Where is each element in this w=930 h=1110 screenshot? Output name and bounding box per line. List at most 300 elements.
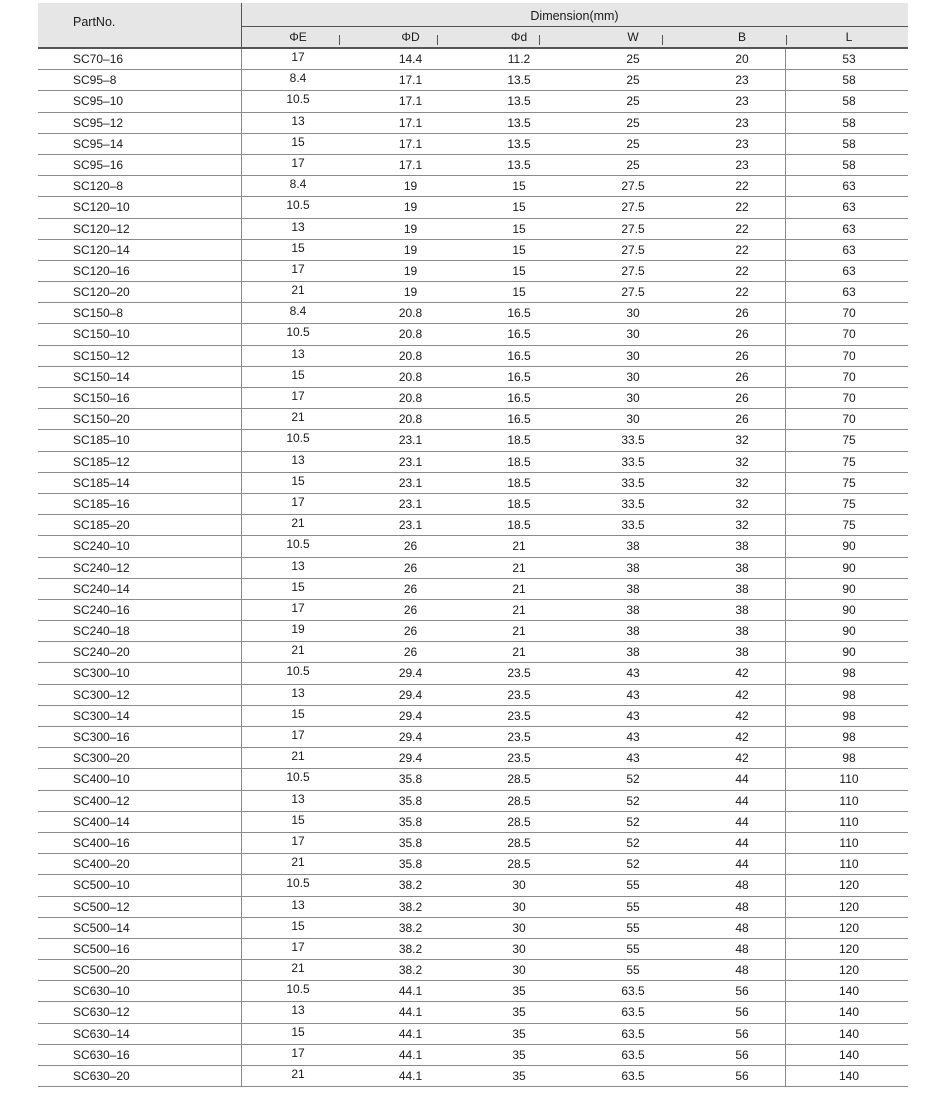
cell-phi-e: 15: [291, 473, 305, 488]
cell-part-no: SC630–20: [73, 1069, 130, 1083]
cell-w: 25: [626, 52, 640, 66]
cell-part-no: SC630–14: [73, 1026, 130, 1041]
cell-b: 22: [735, 179, 749, 194]
table-row: [38, 769, 908, 790]
cell-phi-d-lower: 11.2: [507, 52, 531, 66]
cell-phi-d-upper: 38.2: [398, 878, 423, 893]
cell-phi-d-upper: 17.1: [398, 73, 423, 88]
cell-phi-d-upper: 38.2: [398, 941, 423, 956]
cell-part-no: SC240–14: [73, 581, 130, 596]
cell-l: 63: [842, 263, 856, 278]
cell-b: 22: [735, 200, 749, 215]
dimension-group-header: Dimension(mm): [530, 9, 619, 23]
cell-b: 32: [735, 518, 749, 533]
cell-phi-d-lower: 18.5: [507, 454, 531, 469]
table-row: [38, 155, 908, 176]
cell-phi-d-upper: 26: [403, 581, 418, 596]
cell-w: 55: [626, 878, 640, 893]
table-row: [38, 303, 908, 324]
cell-part-no: SC630–12: [73, 1005, 130, 1020]
cell-b: 42: [735, 687, 749, 702]
cell-phi-e: 21: [291, 410, 305, 425]
cell-b: 44: [735, 814, 749, 829]
cell-phi-d-lower: 15: [512, 263, 526, 278]
cell-phi-d-upper: 35.8: [398, 772, 423, 787]
cell-phi-d-lower: 23.5: [507, 751, 531, 766]
cell-phi-e: 13: [291, 791, 305, 806]
cell-l: 110: [839, 793, 859, 808]
cell-part-no: SC240–18: [73, 624, 130, 639]
cell-phi-e: 10.5: [286, 431, 310, 446]
table-body: [38, 49, 908, 1087]
table-row: [38, 388, 908, 409]
cell-phi-d-lower: 21: [512, 581, 526, 596]
table-row: [38, 409, 908, 430]
cell-w: 27.5: [621, 285, 645, 300]
table-row: [38, 812, 908, 833]
cell-b: 32: [735, 496, 749, 511]
cell-phi-e: 17: [291, 833, 305, 848]
table-row: [38, 579, 908, 600]
cell-w: 55: [626, 899, 640, 914]
cell-phi-e: 15: [291, 706, 305, 721]
cell-l: 120: [838, 899, 860, 914]
table-row: [38, 176, 908, 197]
cell-phi-d-upper: 23.1: [398, 475, 423, 490]
cell-l: 63: [842, 221, 856, 236]
cell-phi-d-lower: 16.5: [507, 348, 531, 363]
header-tick: [437, 35, 438, 45]
cell-phi-d-lower: 18.5: [507, 496, 531, 511]
table-row: [38, 324, 908, 345]
cell-phi-d-upper: 17.1: [398, 136, 423, 151]
table-header: [38, 3, 908, 49]
table-row: [38, 134, 908, 155]
table-row: [38, 897, 908, 918]
col-header-l: L: [845, 30, 853, 44]
cell-phi-e: 15: [291, 367, 305, 382]
cell-phi-d-upper: 29.4: [398, 708, 423, 723]
cell-part-no: SC500–12: [73, 899, 130, 914]
cell-part-no: SC150–14: [73, 369, 130, 384]
table-row: [38, 367, 908, 388]
cell-l: 90: [842, 645, 856, 660]
cell-phi-d-upper: 26: [403, 645, 418, 660]
cell-part-no: SC150–12: [73, 348, 130, 363]
cell-part-no: SC185–10: [73, 433, 130, 448]
col-header-phi-d-upper: ΦD: [401, 30, 420, 44]
cell-b: 42: [735, 751, 749, 766]
cell-b: 44: [735, 835, 749, 850]
cell-w: 25: [626, 73, 640, 88]
cell-phi-e: 15: [291, 579, 305, 594]
cell-phi-e: 10.5: [286, 325, 310, 340]
cell-phi-d-lower: 28.5: [507, 793, 531, 808]
cell-b: 44: [735, 793, 749, 808]
cell-phi-d-upper: 44.1: [398, 1047, 423, 1062]
cell-phi-d-lower: 23.5: [507, 666, 531, 681]
cell-w: 43: [626, 751, 640, 766]
cell-phi-e: 15: [291, 812, 305, 827]
cell-phi-e: 21: [291, 516, 305, 531]
cell-part-no: SC95–12: [73, 115, 124, 130]
cell-b: 48: [735, 963, 749, 978]
col-header-phi-e: ΦE: [289, 30, 307, 44]
cell-l: 70: [842, 412, 856, 427]
cell-part-no: SC500–14: [73, 920, 130, 935]
cell-b: 44: [735, 857, 749, 872]
cell-l: 120: [838, 878, 860, 893]
cell-b: 48: [735, 899, 749, 914]
cell-l: 58: [842, 73, 856, 88]
cell-phi-e: 17: [291, 494, 305, 509]
cell-b: 26: [735, 306, 749, 321]
cell-phi-e: 8.4: [289, 71, 307, 86]
cell-phi-e: 21: [291, 643, 305, 658]
cell-w: 38: [626, 645, 640, 660]
table-row: [38, 282, 908, 303]
table-row: [38, 113, 908, 134]
cell-b: 44: [735, 772, 749, 787]
cell-phi-d-lower: 28.5: [507, 835, 531, 850]
cell-phi-e: 17: [291, 389, 305, 403]
cell-w: 25: [626, 136, 640, 151]
cell-w: 25: [626, 94, 640, 109]
cell-l: 63: [842, 242, 856, 257]
cell-phi-d-upper: 44.1: [398, 1005, 423, 1020]
cell-part-no: SC120–10: [73, 200, 130, 215]
table-row: [38, 240, 908, 261]
cell-b: 38: [735, 539, 749, 554]
cell-phi-e: 21: [291, 283, 305, 298]
cell-b: 48: [735, 920, 749, 935]
table-row: [38, 346, 908, 367]
cell-phi-d-lower: 18.5: [507, 433, 531, 448]
cell-phi-d-upper: 20.8: [398, 306, 423, 321]
cell-part-no: SC185–12: [73, 454, 130, 469]
cell-w: 55: [626, 941, 640, 956]
cell-part-no: SC500–10: [73, 878, 130, 893]
cell-l: 98: [842, 708, 856, 723]
cell-part-no: SC500–16: [73, 941, 130, 956]
table-row: [38, 939, 908, 960]
cell-phi-d-lower: 13.5: [507, 136, 531, 151]
cell-phi-e: 13: [291, 113, 305, 128]
cell-phi-d-upper: 44.1: [398, 984, 423, 999]
cell-phi-e: 17: [291, 728, 305, 742]
header-tick: [662, 35, 663, 45]
cell-b: 38: [735, 624, 749, 639]
cell-b: 38: [735, 560, 749, 575]
cell-b: 48: [735, 878, 749, 893]
cell-phi-d-lower: 21: [512, 560, 526, 575]
cell-phi-e: 17: [291, 261, 305, 276]
cell-b: 32: [735, 433, 749, 448]
cell-phi-e: 13: [291, 452, 305, 467]
cell-w: 30: [626, 391, 640, 405]
cell-l: 58: [842, 157, 856, 172]
cell-phi-e: 8.4: [289, 304, 307, 319]
cell-w: 63.5: [621, 1005, 645, 1020]
cell-b: 38: [735, 602, 749, 617]
cell-phi-d-lower: 13.5: [507, 157, 531, 172]
table-row: [38, 452, 908, 473]
cell-part-no: SC150–8: [73, 306, 124, 321]
cell-phi-d-upper: 26: [403, 539, 418, 554]
cell-phi-d-lower: 13.5: [507, 73, 531, 88]
cell-phi-e: 21: [291, 961, 305, 976]
cell-l: 110: [839, 814, 859, 829]
table-row: [38, 727, 908, 748]
cell-part-no: SC95–10: [73, 94, 124, 109]
cell-l: 70: [842, 391, 856, 405]
cell-phi-d-upper: 23.1: [398, 454, 423, 469]
cell-b: 38: [735, 581, 749, 596]
cell-l: 90: [842, 624, 856, 639]
cell-b: 56: [735, 1026, 749, 1041]
cell-part-no: SC400–16: [73, 835, 130, 850]
cell-part-no: SC120–20: [73, 285, 130, 300]
cell-w: 38: [626, 602, 640, 617]
cell-b: 22: [735, 263, 749, 278]
cell-phi-d-upper: 23.1: [398, 433, 423, 448]
cell-w: 63.5: [621, 1069, 645, 1083]
cell-phi-d-lower: 18.5: [507, 518, 531, 533]
cell-phi-d-lower: 28.5: [507, 814, 531, 829]
cell-part-no: SC95–14: [73, 136, 124, 151]
cell-w: 52: [626, 814, 640, 829]
cell-phi-d-upper: 17.1: [398, 94, 423, 109]
cell-b: 32: [735, 454, 749, 469]
cell-phi-d-upper: 19: [403, 200, 418, 215]
table-row: [38, 642, 908, 663]
cell-b: 56: [735, 984, 749, 999]
header-tick: [339, 35, 340, 45]
table-row: [38, 833, 908, 854]
cell-phi-d-upper: 26: [403, 602, 418, 617]
cell-w: 33.5: [621, 475, 645, 490]
cell-l: 70: [842, 327, 856, 342]
cell-w: 38: [626, 581, 640, 596]
cell-w: 27.5: [621, 200, 645, 215]
table-row: [38, 791, 908, 812]
table-row: [38, 918, 908, 939]
cell-b: 42: [735, 730, 749, 744]
cell-w: 25: [626, 115, 640, 130]
cell-b: 56: [735, 1005, 749, 1020]
cell-part-no: SC240–20: [73, 645, 130, 660]
table-row: [38, 600, 908, 621]
cell-part-no: SC400–12: [73, 793, 130, 808]
header-tick: [539, 35, 540, 45]
cell-phi-e: 13: [291, 558, 305, 573]
cell-l: 70: [842, 306, 856, 321]
table-row: [38, 748, 908, 769]
cell-phi-d-lower: 15: [512, 285, 526, 300]
cell-phi-d-lower: 21: [512, 624, 526, 639]
cell-l: 75: [842, 454, 856, 469]
table-row: [38, 70, 908, 91]
cell-b: 23: [735, 136, 749, 151]
cell-w: 43: [626, 708, 640, 723]
cell-phi-d-upper: 35.8: [398, 814, 423, 829]
table-row: [38, 494, 908, 515]
cell-w: 52: [626, 835, 640, 850]
cell-phi-e: 13: [291, 346, 305, 361]
table-row: [38, 1002, 908, 1023]
cell-phi-d-upper: 44.1: [398, 1026, 423, 1041]
cell-phi-d-lower: 13.5: [507, 94, 531, 109]
cell-phi-e: 17: [291, 155, 305, 170]
table-row: [38, 49, 908, 70]
cell-phi-d-lower: 30: [512, 878, 526, 893]
table-row: [38, 515, 908, 536]
cell-phi-d-lower: 16.5: [507, 412, 531, 427]
cell-l: 98: [842, 666, 856, 681]
cell-b: 48: [735, 941, 749, 956]
cell-part-no: SC95–16: [73, 157, 124, 172]
cell-l: 140: [838, 1005, 860, 1020]
cell-phi-d-upper: 20.8: [398, 369, 423, 384]
cell-phi-d-lower: 21: [512, 602, 526, 617]
cell-phi-e: 10.5: [286, 198, 310, 213]
table-row: [38, 536, 908, 557]
col-header-b: B: [737, 30, 746, 44]
cell-phi-d-lower: 16.5: [507, 306, 531, 321]
cell-b: 42: [735, 666, 749, 681]
cell-phi-d-upper: 17.1: [398, 115, 423, 130]
cell-w: 30: [626, 369, 640, 384]
cell-part-no: SC500–20: [73, 963, 130, 978]
cell-part-no: SC95–8: [73, 73, 117, 88]
cell-phi-e: 13: [291, 219, 305, 234]
cell-phi-d-upper: 44.1: [398, 1069, 423, 1083]
cell-phi-d-upper: 20.8: [398, 327, 423, 342]
table-row: [38, 558, 908, 579]
cell-phi-e: 13: [291, 685, 305, 700]
cell-part-no: SC120–12: [73, 221, 130, 236]
cell-phi-d-lower: 30: [512, 920, 526, 935]
cell-phi-d-lower: 30: [512, 963, 526, 978]
cell-w: 33.5: [621, 454, 645, 469]
cell-phi-e: 21: [291, 749, 305, 764]
cell-phi-e: 21: [291, 1067, 305, 1081]
cell-b: 23: [735, 157, 749, 172]
cell-b: 32: [735, 475, 749, 490]
table-row: [38, 663, 908, 684]
cell-l: 70: [842, 369, 856, 384]
cell-w: 43: [626, 687, 640, 702]
col-header-w: W: [627, 30, 639, 44]
cell-phi-d-upper: 35.8: [398, 857, 423, 872]
cell-phi-d-upper: 35.8: [398, 835, 423, 850]
cell-part-no: SC70–16: [73, 52, 124, 66]
cell-phi-d-lower: 21: [512, 539, 526, 554]
table-row: [38, 473, 908, 494]
cell-l: 98: [842, 730, 856, 744]
cell-phi-d-lower: 35: [512, 1005, 526, 1020]
cell-part-no: SC630–10: [73, 984, 130, 999]
cell-b: 26: [735, 391, 749, 405]
cell-phi-e: 13: [291, 1003, 305, 1018]
cell-b: 26: [735, 348, 749, 363]
cell-phi-d-lower: 35: [512, 1069, 526, 1083]
cell-part-no: SC120–8: [73, 179, 124, 194]
cell-b: 56: [735, 1047, 749, 1062]
cell-phi-d-upper: 38.2: [398, 963, 423, 978]
cell-phi-d-upper: 38.2: [398, 899, 423, 914]
cell-part-no: SC150–20: [73, 412, 130, 427]
cell-part-no: SC185–14: [73, 475, 130, 490]
cell-phi-d-upper: 14.4: [398, 52, 423, 66]
cell-phi-d-upper: 26: [403, 624, 418, 639]
cell-b: 23: [735, 73, 749, 88]
table-row: [38, 1045, 908, 1066]
cell-w: 30: [626, 348, 640, 363]
cell-l: 63: [842, 200, 856, 215]
cell-phi-d-lower: 13.5: [507, 115, 531, 130]
cell-w: 27.5: [621, 263, 645, 278]
table-row: [38, 430, 908, 451]
cell-w: 27.5: [621, 179, 645, 194]
cell-l: 140: [838, 1026, 860, 1041]
cell-l: 90: [842, 581, 856, 596]
cell-l: 90: [842, 602, 856, 617]
cell-l: 53: [842, 52, 856, 66]
cell-phi-d-upper: 29.4: [398, 730, 423, 744]
header-tick: [786, 35, 787, 45]
cell-b: 26: [735, 327, 749, 342]
table-row: [38, 981, 908, 1002]
cell-l: 75: [842, 433, 856, 448]
cell-phi-e: 15: [291, 918, 305, 933]
cell-phi-d-lower: 35: [512, 1047, 526, 1062]
cell-phi-e: 19: [291, 622, 305, 637]
header-rule: [241, 26, 908, 27]
cell-b: 42: [735, 708, 749, 723]
cell-l: 58: [842, 94, 856, 109]
cell-phi-d-upper: 35.8: [398, 793, 423, 808]
table-row: [38, 1066, 908, 1087]
cell-phi-d-lower: 15: [512, 242, 526, 257]
cell-phi-d-upper: 20.8: [398, 412, 423, 427]
cell-l: 140: [838, 1069, 860, 1083]
cell-l: 140: [838, 984, 860, 999]
cell-b: 22: [735, 221, 749, 236]
cell-b: 22: [735, 242, 749, 257]
table-row: [38, 91, 908, 112]
cell-phi-e: 10.5: [286, 982, 310, 997]
cell-phi-d-upper: 19: [403, 263, 418, 278]
cell-b: 56: [735, 1069, 749, 1083]
cell-phi-d-upper: 29.4: [398, 751, 423, 766]
cell-part-no: SC120–16: [73, 263, 130, 278]
cell-phi-d-lower: 21: [512, 645, 526, 660]
cell-part-no: SC240–12: [73, 560, 130, 575]
cell-l: 98: [842, 687, 856, 702]
cell-b: 23: [735, 94, 749, 109]
cell-w: 33.5: [621, 433, 645, 448]
cell-phi-d-lower: 16.5: [507, 391, 531, 405]
cell-w: 27.5: [621, 221, 645, 236]
cell-part-no: SC300–10: [73, 666, 130, 681]
table-row: [38, 854, 908, 875]
cell-phi-d-upper: 20.8: [398, 391, 423, 405]
cell-phi-d-lower: 16.5: [507, 327, 531, 342]
cell-part-no: SC300–14: [73, 708, 130, 723]
cell-w: 38: [626, 539, 640, 554]
cell-phi-e: 10.5: [286, 876, 310, 891]
